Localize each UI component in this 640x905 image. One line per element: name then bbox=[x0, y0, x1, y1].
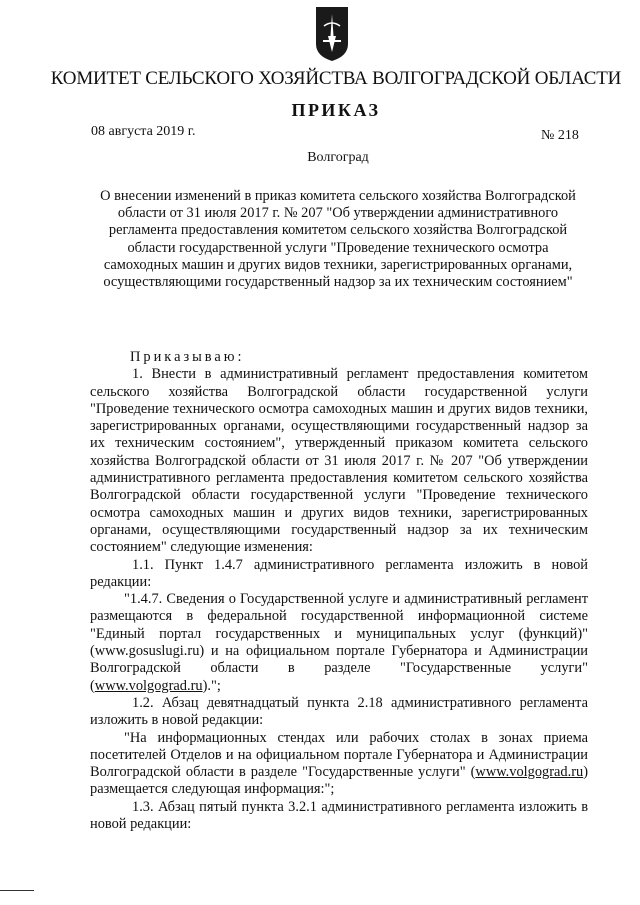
footer-divider bbox=[0, 890, 34, 891]
document-subject: О внесении изменений в приказ комитета сельского хозяйства Волгоградской области от 31 июля 2017 г. № 207 "Об утверждении административного регламента предоставления комитетом сельского хозяйства Волгоградской области государственной услуги "Проведение технического осмотра самоходных машин и других видов техники, зарегистрированных органами, осуществляющими государственный надзор за их техническим состоянием" bbox=[100, 188, 576, 291]
coat-of-arms-icon bbox=[315, 6, 349, 62]
paragraph-text: )."; bbox=[202, 677, 221, 694]
paragraph-1-1: 1.1. Пункт 1.4.7 административного регламента изложить в новой редакции: bbox=[90, 556, 588, 590]
document-city: Волгоград bbox=[307, 150, 369, 165]
document-number: № 218 bbox=[541, 128, 579, 143]
paragraph-text: "1.4.7. Сведения о Государственной услуге и административный регламент размещаются в федеральной государственной информационной системе "Единый портал государственных и муниципальных услуг (функций)" (www.gosuslugi.ru) и на официальном портале Губернатора и Администрации Волгоградской области в разделе "Государственные услуги" ( bbox=[90, 591, 588, 694]
order-heading: Приказываю: bbox=[130, 349, 245, 365]
paragraph-text: ) размещается следующая информация:"; bbox=[90, 764, 588, 798]
document-date: 08 августа 2019 г. bbox=[91, 124, 196, 139]
paragraph-info-stands bbox=[90, 730, 588, 799]
paragraph-text: "На информационных стендах или рабочих столах в зонах приема посетителей Отделов и на официальном портале Губернатора и Администрации Волгоградской области в разделе "Государственные услуги" ( bbox=[90, 729, 588, 781]
volgograd-link[interactable]: www.volgograd.ru bbox=[475, 764, 584, 781]
paragraph-1-4-7 bbox=[90, 591, 588, 695]
paragraph-1-3: 1.3. Абзац пятый пункта 3.2.1 административного регламента изложить в новой редакции: bbox=[90, 798, 588, 833]
volgograd-link[interactable]: www.volgograd.ru bbox=[94, 677, 203, 694]
document-type: ПРИКАЗ bbox=[291, 100, 381, 120]
committee-name: КОМИТЕТ СЕЛЬСКОГО ХОЗЯЙСТВА ВОЛГОГРАДСКОЙ ОБЛАСТИ bbox=[50, 68, 622, 89]
paragraph-1: 1. Внести в административный регламент предоставления комитетом сельского хозяйства Волгоградской области государственной услуги "Проведение технического осмотра самоходных машин и других видов техники, зарегистрированных органами, осуществляющими государственный надзор за их техническим состоянием", утвержденный приказом комитета сельского хозяйства Волгоградской области от 31 июля 2017 г. № 207 "Об утверждении административного регламента предоставления комитетом сельского хозяйства Волгоградской области государственной услуги "Проведение технического осмотра самоходных машин и других видов техники, зарегистрированных органами, осуществляющими государственный надзор за их техническим состоянием" следующие изменения: bbox=[90, 366, 588, 556]
paragraph-1-2: 1.2. Абзац девятнадцатый пункта 2.18 административного регламента изложить в новой редакции: bbox=[90, 694, 588, 729]
document-body bbox=[90, 349, 588, 833]
